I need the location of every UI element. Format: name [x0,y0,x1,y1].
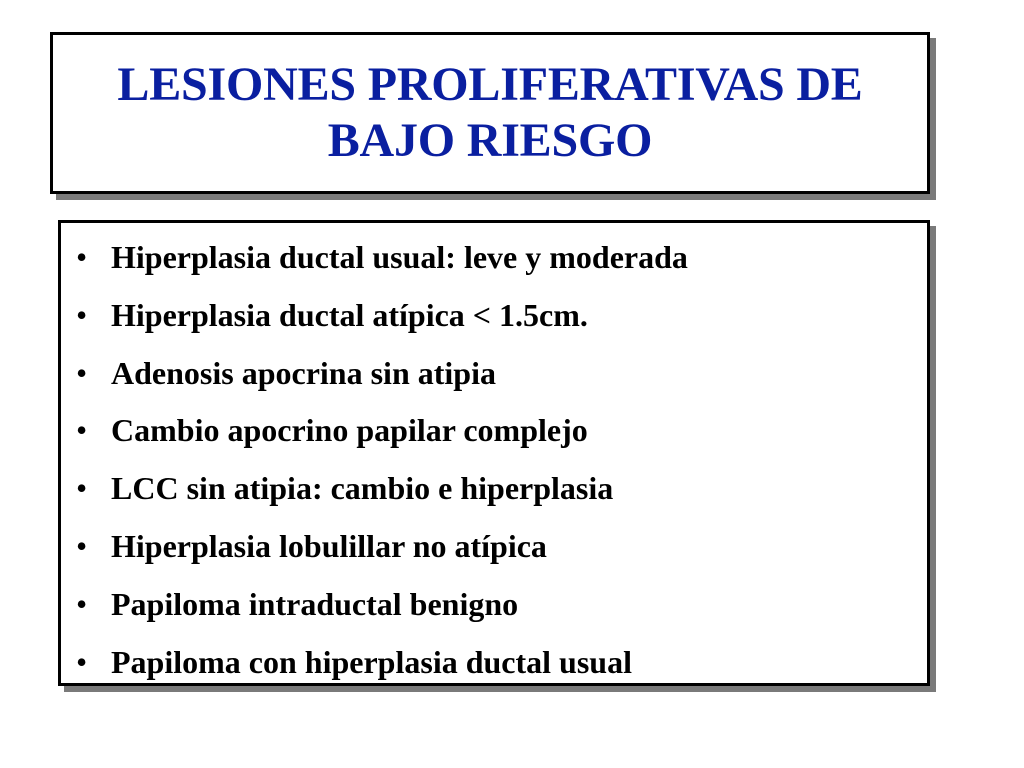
slide-title [117,57,862,169]
list-item [71,464,688,522]
list-item [71,291,688,349]
slide-title-line-1: LESIONES PROLIFERATIVAS DE [117,58,863,111]
list-item-text: Hiperplasia lobulillar no atípica [111,527,547,564]
slide-title-line-2: BAJO RIESGO [327,114,653,167]
bullet-icon: • [76,354,88,391]
list-item-text: Hiperplasia ductal usual: leve y moderada [111,239,688,275]
list-item [71,349,688,407]
list-item [71,522,688,580]
list-item [71,233,688,291]
bullet-icon: • [76,643,88,680]
list-item-text: Hiperplasia ductal atípica < 1.5cm. [111,296,588,333]
list-item-text: Adenosis apocrina sin atipia [111,354,496,391]
list-item-text: Papiloma intraductal benigno [111,585,519,622]
list-item [71,638,688,696]
bullet-icon: • [76,412,88,449]
list-item-text: Papiloma con hiperplasia ductal usual [111,643,632,680]
list-item [71,580,688,638]
list-item-text: LCC sin atipia: cambio e hiperplasia [111,470,614,507]
bullet-list [71,233,688,695]
bullet-icon: • [76,527,88,564]
bullet-icon: • [76,296,88,333]
bullet-icon: • [76,470,88,507]
bullet-icon: • [76,239,88,275]
bullet-icon: • [76,585,88,622]
list-item-text: Cambio apocrino papilar complejo [111,412,588,449]
title-box [50,32,930,194]
list-item [71,406,688,464]
bullet-list-box [58,220,930,686]
